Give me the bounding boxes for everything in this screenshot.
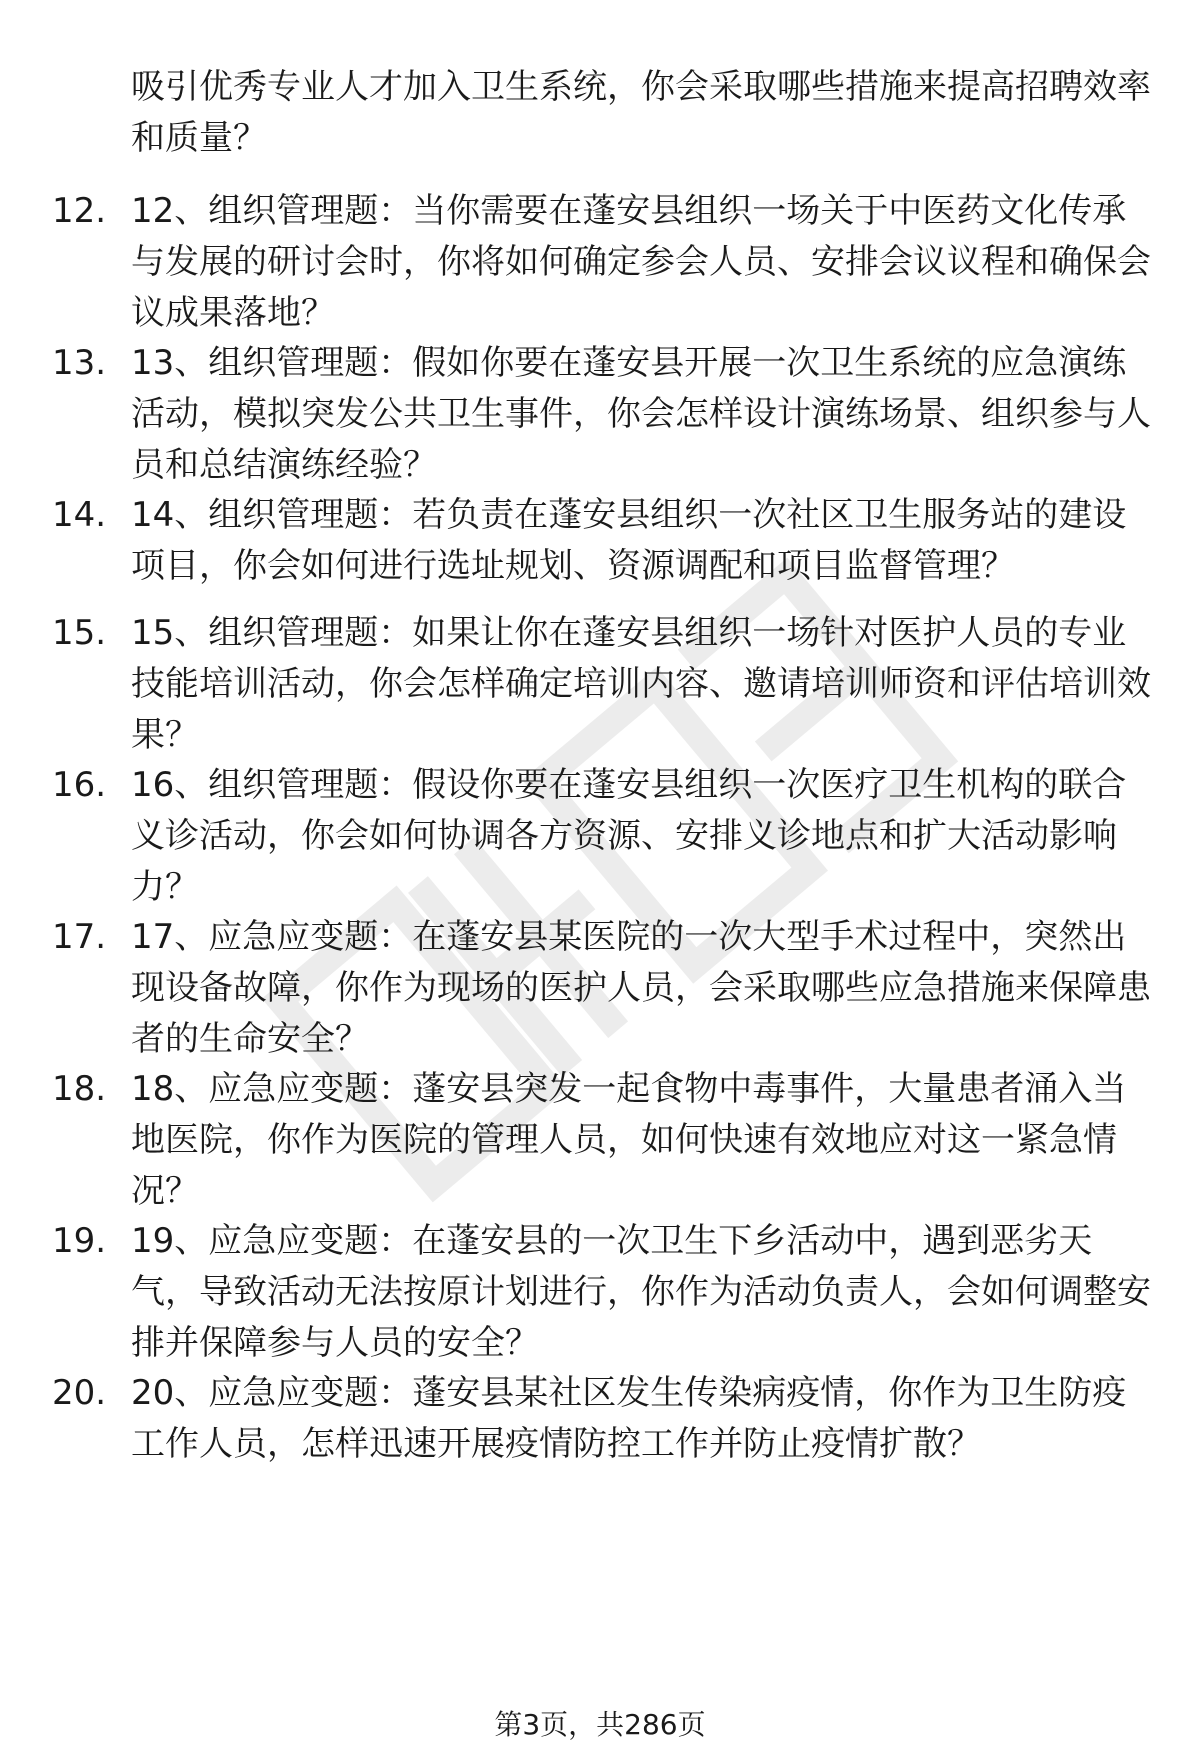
list-number: 17. — [52, 917, 107, 957]
list-item — [0, 608, 1200, 760]
list-item — [0, 760, 1200, 912]
list-number: 13. — [52, 343, 107, 383]
page-footer: 第3页，共286页 — [494, 1708, 706, 1741]
list-number: 12. — [52, 191, 107, 231]
question-text: 15、组织管理题：如果让你在蓬安县组织一场针对医护人员的专业技能培训活动，你会怎样确定培训内容、邀请培训师资和评估培训效果？ — [131, 613, 1151, 755]
list-number: 15. — [52, 613, 107, 653]
question-11-continuation: 吸引优秀专业人才加入卫生系统，你会采取哪些措施来提高招聘效率和质量？ — [131, 67, 1151, 158]
question-text: 16、组织管理题：假设你要在蓬安县组织一次医疗卫生机构的联合义诊活动，你会如何协调各方资源、安排义诊地点和扩大活动影响力？ — [131, 765, 1127, 907]
list-number: 20. — [52, 1373, 107, 1413]
question-list — [0, 186, 1200, 1486]
question-text: 20、应急应变题：蓬安县某社区发生传染病疫情，你作为卫生防疫工作人员，怎样迅速开展疫情防控工作并防止疫情扩散？ — [131, 1373, 1127, 1464]
list-item — [0, 1216, 1200, 1368]
question-text: 17、应急应变题：在蓬安县某医院的一次大型手术过程中，突然出现设备故障，你作为现场的医护人员，会采取哪些应急措施来保障患者的生命安全？ — [131, 917, 1151, 1059]
question-text: 13、组织管理题：假如你要在蓬安县开展一次卫生系统的应急演练活动，模拟突发公共卫生事件，你会怎样设计演练场景、组织参与人员和总结演练经验？ — [131, 343, 1151, 485]
list-item — [0, 912, 1200, 1064]
question-text: 18、应急应变题：蓬安县突发一起食物中毒事件，大量患者涌入当地医院，你作为医院的管理人员，如何快速有效地应对这一紧急情况？ — [131, 1069, 1127, 1211]
list-number: 18. — [52, 1069, 107, 1109]
list-number: 19. — [52, 1221, 107, 1261]
question-text: 12、组织管理题：当你需要在蓬安县组织一场关于中医药文化传承与发展的研讨会时，你将如何确定参会人员、安排会议议程和确保会议成果落地？ — [131, 191, 1151, 333]
list-number: 14. — [52, 495, 107, 535]
question-text: 14、组织管理题：若负责在蓬安县组织一次社区卫生服务站的建设项目，你会如何进行选址规划、资源调配和项目监督管理？ — [131, 495, 1127, 586]
list-item — [0, 186, 1200, 338]
list-item — [0, 1368, 1200, 1486]
list-item — [0, 338, 1200, 490]
list-item — [0, 1064, 1200, 1216]
question-text: 19、应急应变题：在蓬安县的一次卫生下乡活动中，遇到恶劣天气，导致活动无法按原计划进行，你作为活动负责人，会如何调整安排并保障参与人员的安全？ — [131, 1221, 1151, 1363]
list-item — [0, 490, 1200, 608]
list-number: 16. — [52, 765, 107, 805]
